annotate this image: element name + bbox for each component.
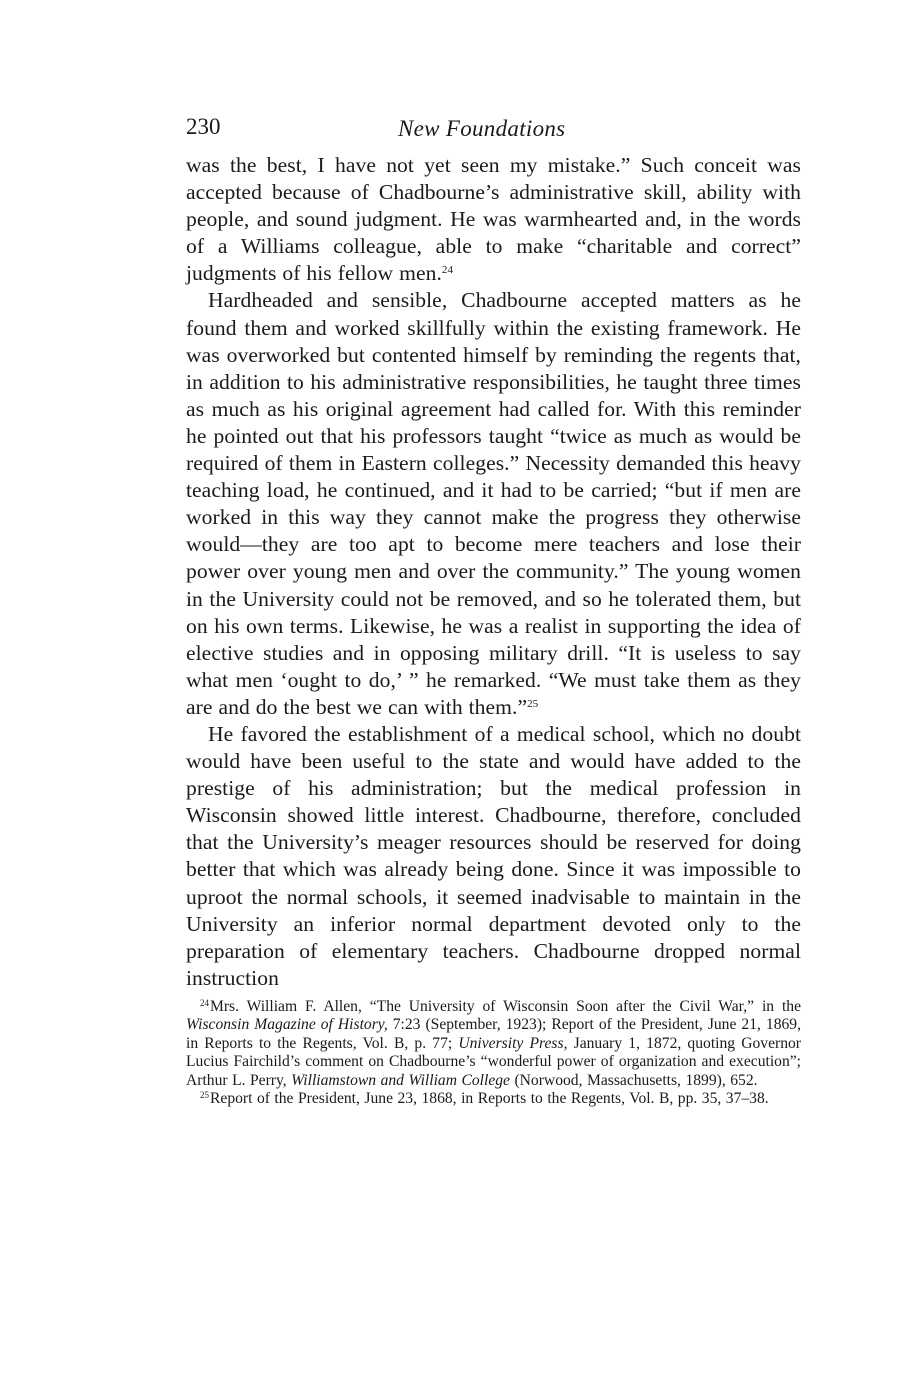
journal-title: Wisconsin Magazine of History, <box>186 1016 388 1034</box>
footnote-text: (Norwood, Massachusetts, 1899), 652. <box>509 1071 758 1089</box>
paragraph <box>186 721 801 992</box>
footnote-25 <box>186 1090 801 1108</box>
footnote-24 <box>186 998 801 1090</box>
footnote-mark: 24 <box>200 997 209 1008</box>
book-title: Williamstown and William College <box>291 1071 510 1089</box>
page-header <box>186 112 801 152</box>
footnote-mark: 25 <box>200 1089 209 1100</box>
footnotes <box>186 998 801 1108</box>
body-text <box>186 152 801 992</box>
paragraph-text: Hardheaded and sensible, Chadbourne accepted matters as he found them and worked skillfully within the existing framework. He was overworked but contented himself by reminding the regents that, in addition to his administrative responsibilities, he taught three times as much as his original agreement had called for. With this reminder he pointed out that his professors taught “twice as much as would be required of them in Eastern colleges.” Necessity demanded this heavy teaching load, he continued, and it had to be carried; “but if men are worked in this way they cannot make the progress they otherwise would—they are too apt to become mere teachers and lose their power over young men and over the community.” The young women in the University could not be removed, and so he tolerated them, but on his own terms. Likewise, he was a realist in supporting the idea of elective studies and in opposing military drill. “It is useless to say what men ‘ought to do,’ ” he remarked. “We must take them as they are and do the best we can with them.” <box>186 288 801 719</box>
book-page <box>186 112 801 1108</box>
paragraph-text: He favored the establishment of a medical school, which no doubt would have been useful to the state and would have added to the prestige of his administration; but the medical profession in Wisconsin showed little interest. Chadbourne, therefore, concluded that the University’s meager resources should be reserved for doing better that which was already being done. Since it was impossible to uproot the normal schools, it seemed inadvisable to maintain in the University an inferior normal department devoted only to the preparation of elementary teachers. Chadbourne dropped normal instruction <box>186 721 801 990</box>
newspaper-title: University Press, <box>458 1034 568 1052</box>
footnote-text: Mrs. William F. Allen, “The University of Wisconsin Soon after the Civil War,” in the <box>210 997 801 1015</box>
paragraph <box>186 287 801 721</box>
footnote-reference: 24 <box>441 264 454 277</box>
footnote-reference: 25 <box>527 697 539 710</box>
paragraph <box>186 152 801 287</box>
running-head: New Foundations <box>398 116 566 141</box>
footnote-text: 7:23 (September, 1923); Report of the President, June 21, 1869, in Reports to the Regents, Vol. B, p. 77; <box>186 1016 802 1052</box>
paragraph-text: was the best, I have not yet seen my mistake.” Such conceit was accepted because of Chadbourne’s administrative skill, ability with people, and sound judgment. He was warmhearted and, in the words of a Williams colleague, able to make “charitable and correct” judgments of his fellow men. <box>186 153 801 286</box>
page-number: 230 <box>186 114 221 139</box>
footnote-text: January 1, 1872, quoting Governor Lucius Fairchild’s comment on Chadbourne’s “wonderful power of organization and execution”; Arthur L. Perry, <box>186 1034 801 1089</box>
footnote-text: Report of the President, June 23, 1868, in Reports to the Regents, Vol. B, pp. 35, 37–38. <box>210 1089 769 1107</box>
